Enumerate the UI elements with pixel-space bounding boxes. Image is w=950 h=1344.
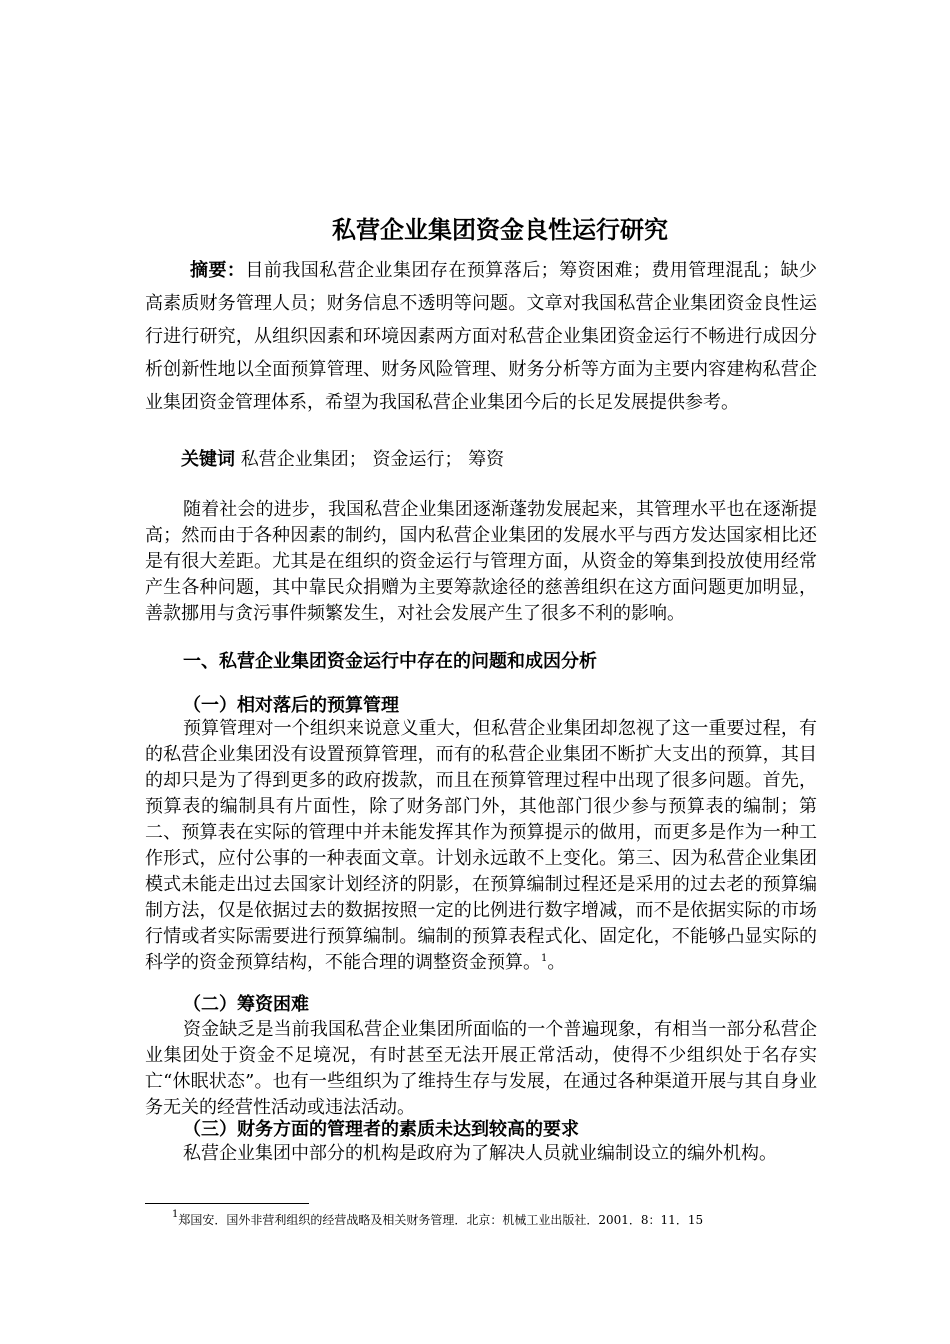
footnote-reference[interactable]: 1 [541, 953, 548, 964]
abstract-label: 摘要： [190, 260, 246, 281]
financing-paragraph: 资金缺乏是当前我国私营企业集团所面临的一个普遍现象，有相当一部分私营企业集团处于资金不足境况，有时甚至无法开展正常活动，使得不少组织处于名存实亡“休眠状态”。也有一些组织为了维持生存与发展，在通过各种渠道开展与其自身业务无关的经营性活动或违法活动。 [145, 1019, 817, 1118]
intro-paragraph: 随着社会的进步，我国私营企业集团逐渐蓬勃发展起来，其管理水平也在逐渐提高；然而由于各种因素的制约，国内私营企业集团的发展水平与西方发达国家相比还是有很大差距。尤其是在组织的资金运行与管理方面，从资金的筹集到投放使用经常产生各种问题，其中靠民众捐赠为主要筹款途径的慈善组织在这方面问题更加明显，善款挪用与贪污事件频繁发生，对社会发展产生了很多不利的影响。 [145, 499, 817, 624]
footnote-divider [145, 1203, 309, 1204]
abstract [145, 254, 817, 419]
budget-paragraph-tail: 。 [547, 952, 566, 973]
footnote-text: 郑国安．国外非营利组织的经营战略及相关财务管理．北京：机械工业出版社．2001．8：11．15 [178, 1213, 704, 1227]
keywords [145, 443, 817, 476]
subsection-heading-1: （一）相对落后的预算管理 [183, 695, 399, 716]
subsection-heading-2: （二）筹资困难 [183, 994, 309, 1015]
budget-paragraph [145, 716, 817, 976]
manager-paragraph: 私营企业集团中部分的机构是政府为了解决人员就业编制设立的编外机构。 [183, 1143, 777, 1164]
section-heading-1: 一、私营企业集团资金运行中存在的问题和成因分析 [183, 651, 597, 672]
abstract-text: 目前我国私营企业集团存在预算落后；筹资困难；费用管理混乱；缺少高素质财务管理人员；财务信息不透明等问题。文章对我国私营企业集团资金良性运行进行研究，从组织因素和环境因素两方面对私营企业集团资金运行不畅进行成因分析创新性地以全面预算管理、财务风险管理、财务分析等方面为主要内容建构私营企业集团资金管理体系，希望为我国私营企业集团今后的长足发展提供参考。 [145, 260, 818, 413]
keywords-label: 关键词 [181, 449, 235, 470]
budget-paragraph-text: 预算管理对一个组织来说意义重大，但私营企业集团却忽视了这一重要过程，有的私营企业集团没有设置预算管理，而有的私营企业集团不断扩大支出的预算，其目的却只是为了得到更多的政府拨款，而且在预算管理过程中出现了很多问题。首先，预算表的编制具有片面性，除了财务部门外，其他部门很少参与预算表的编制；第二、预算表在实际的管理中并未能发挥其作为预算提示的做用，而更多是作为一种工作形式，应付公事的一种表面文章。计划永远敢不上变化。第三、因为私营企业集团模式未能走出过去国家计划经济的阴影，在预算编制过程还是采用的过去老的预算编制方法，仅是依据过去的数据按照一定的比例进行数字增减，而不是依据实际的市场行情或者实际需要进行预算编制。编制的预算表程式化、固定化，不能够凸显实际的科学的资金预算结构，不能合理的调整资金预算。 [145, 718, 817, 973]
footnote [172, 1211, 703, 1229]
footnote-mark: 1 [172, 1209, 179, 1220]
paper-title: 私营企业集团资金良性运行研究 [332, 216, 668, 244]
subsection-heading-3: （三）财务方面的管理者的素质未达到较高的要求 [183, 1119, 579, 1140]
keywords-text: 私营企业集团； 资金运行； 筹资 [235, 449, 505, 470]
